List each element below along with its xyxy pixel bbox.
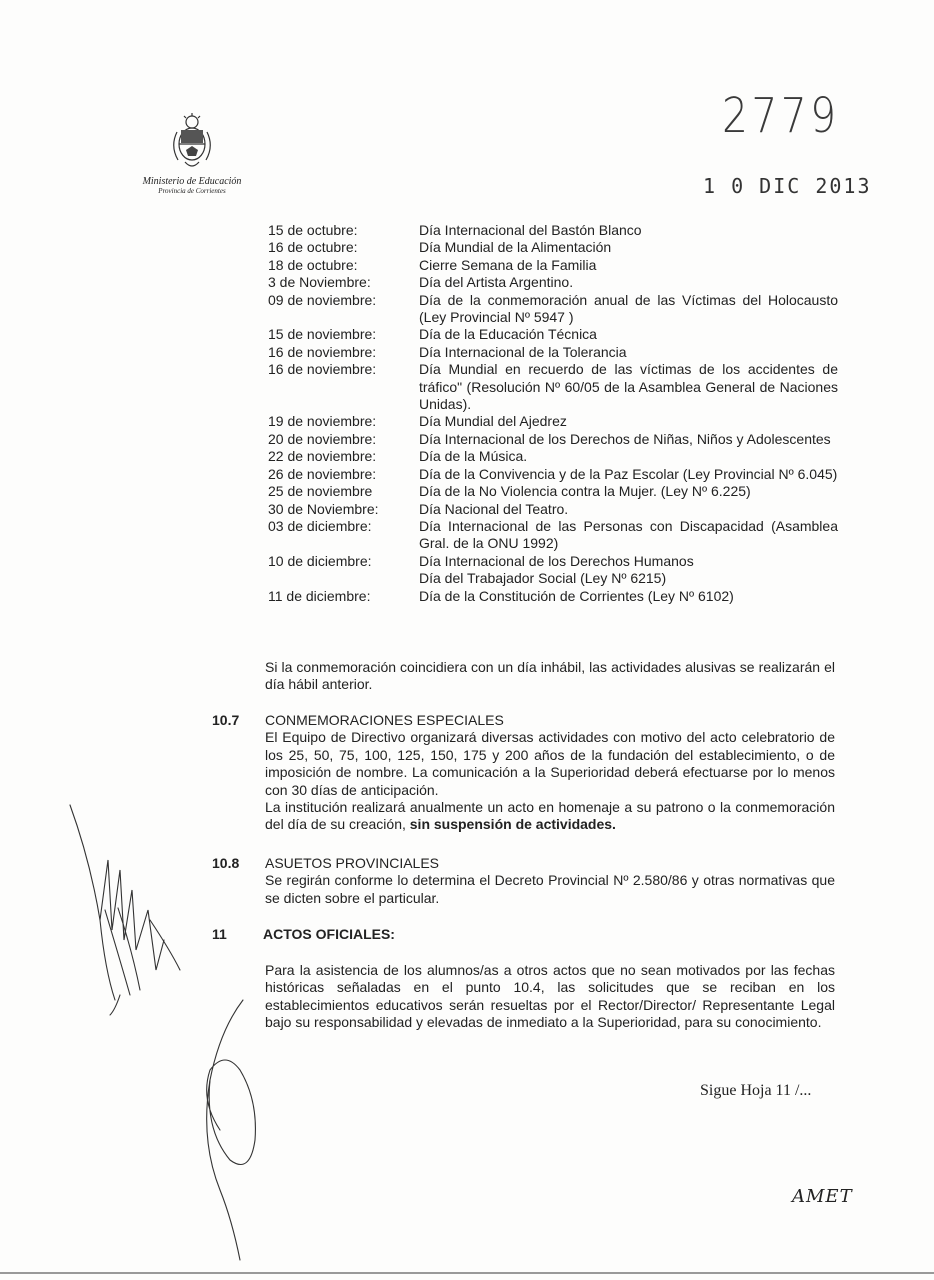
date-label: 10 de diciembre: [268, 552, 372, 569]
page-continuation-note: Sigue Hoja 11 /... [700, 1082, 812, 1099]
date-label: 25 de noviembre [268, 483, 373, 500]
date-row [268, 431, 838, 448]
section-10-7 [265, 712, 835, 834]
event-description [419, 361, 838, 413]
date-label: 18 de octubre: [268, 256, 358, 273]
section-10-8 [265, 855, 835, 907]
event-line: Día Mundial del Ajedrez [419, 413, 567, 430]
date-row [268, 448, 838, 465]
event-line: Día del Trabajador Social (Ley Nº 6215) [419, 570, 667, 587]
event-description [419, 448, 838, 465]
date-row [268, 483, 838, 500]
date-row [268, 518, 838, 553]
date-label: 16 de octubre: [268, 239, 358, 256]
date-row [268, 222, 838, 239]
date-label: 20 de noviembre: [268, 430, 377, 447]
event-line: Día Internacional de los Derechos de Niñas, Niños y Adolescentes [419, 430, 831, 447]
event-description [419, 588, 838, 605]
event-description [419, 239, 838, 256]
event-description [419, 344, 838, 361]
event-line: Día de la conmemoración anual de las Víctimas del Holocausto (Ley Provincial Nº 5947 ) [419, 291, 838, 326]
event-line: Día de la Música. [419, 448, 528, 465]
date-row [268, 344, 838, 361]
event-description [419, 553, 838, 588]
event-line: Día Mundial de la Alimentación [419, 239, 612, 256]
section-title: CONMEMORACIONES ESPECIALES [265, 712, 504, 728]
date-label: 16 de noviembre: [268, 343, 377, 360]
event-description [419, 326, 838, 343]
date-label: 3 de Noviembre: [268, 274, 371, 291]
section-title: ASUETOS PROVINCIALES [265, 855, 440, 871]
ministry-name: Ministerio de Educación [142, 176, 242, 187]
event-line: Día Internacional del Bastón Blanco [419, 222, 642, 238]
section-title: ACTOS OFICIALES: [263, 926, 395, 942]
date-row [268, 239, 838, 256]
resolution-date-stamp: 1 0 DIC 2013 [703, 174, 872, 198]
event-line: Día Mundial en recuerdo de las víctimas de los accidentes de tráfico" (Resolución Nº 60/05 de la Asamblea General de Naciones Unidas). [419, 361, 838, 413]
section-number-10-8: 10.8 [212, 855, 240, 871]
coat-of-arms-icon [170, 112, 214, 174]
date-label: 11 de diciembre: [268, 587, 371, 604]
event-description [419, 483, 838, 500]
event-line: Día Internacional de la Tolerancia [419, 343, 627, 360]
section-number-11: 11 [212, 926, 227, 942]
signature-icon [60, 800, 260, 1270]
event-description [419, 466, 838, 483]
event-description [419, 222, 838, 239]
ministry-logo [132, 112, 252, 195]
date-label: 15 de octubre: [268, 222, 358, 238]
emphasis-text: sin suspensión de actividades. [409, 816, 616, 833]
section-number-10-7: 10.7 [212, 712, 240, 728]
event-description [419, 292, 838, 327]
event-line: Cierre Semana de la Familia [419, 256, 597, 273]
event-line: Día de la No Violencia contra la Mujer. (Ley Nº 6.225) [419, 483, 751, 500]
date-row [268, 361, 838, 413]
event-line: Día Nacional del Teatro. [419, 500, 569, 517]
date-row [268, 292, 838, 327]
date-label: 22 de noviembre: [268, 448, 377, 465]
event-line: Día de la Constitución de Corrientes (Ley Nº 6102) [419, 587, 734, 604]
date-label: 09 de noviembre: [268, 291, 377, 308]
section-paragraph: Se regirán conforme lo determina el Decreto Provincial Nº 2.580/86 y otras normativas que se dicten sobre el particular. [265, 872, 835, 906]
date-row [268, 413, 838, 430]
section-paragraph: La institución realizará anualmente un acto en homenaje a su patrono o la conmemoración del día de su creación, [265, 799, 835, 833]
event-description [419, 501, 838, 518]
date-label: 26 de noviembre: [268, 465, 377, 482]
date-row [268, 588, 838, 605]
amet-stamp: AMET [792, 1186, 853, 1207]
date-label: 03 de diciembre: [268, 517, 372, 534]
event-description [419, 431, 838, 448]
date-label: 19 de noviembre: [268, 413, 377, 430]
page-bottom-edge [0, 1272, 934, 1274]
event-description [419, 257, 838, 274]
event-line: Día Internacional de los Derechos Humanos [419, 552, 694, 569]
date-row [268, 501, 838, 518]
province-name: Provincia de Corrientes [158, 187, 226, 195]
date-label: 30 de Noviembre: [268, 500, 379, 517]
event-description [419, 274, 838, 291]
event-line: Día de la Educación Técnica [419, 326, 597, 343]
event-line: Día Internacional de las Personas con Discapacidad (Asamblea Gral. de la ONU 1992) [419, 517, 838, 552]
date-row [268, 466, 838, 483]
note-paragraph: Si la conmemoración coincidiera con un día inhábil, las actividades alusivas se realizarán el día hábil anterior. [265, 659, 835, 693]
date-row [268, 257, 838, 274]
event-description [419, 413, 838, 430]
date-label: 15 de noviembre: [268, 326, 377, 343]
event-line: Día de la Convivencia y de la Paz Escolar (Ley Provincial Nº 6.045) [419, 465, 838, 482]
event-description [419, 518, 838, 553]
resolution-number: 2779 [722, 88, 840, 144]
date-row [268, 326, 838, 343]
date-row [268, 553, 838, 588]
section-11-paragraph: Para la asistencia de los alumnos/as a otros actos que no sean motivados por las fechas históricas señaladas en el punto 10.4, las solicitudes que se reciban en los establecimientos educativos serán resueltas por el Rector/Director/ Representante Legal bajo su responsabilidad y elevadas de inmediato a la Superioridad, para su conocimiento. [265, 962, 835, 1031]
event-line: Día del Artista Argentino. [419, 274, 574, 291]
commemoration-dates-list [268, 222, 838, 605]
date-row [268, 274, 838, 291]
section-paragraph: El Equipo de Directivo organizará diversas actividades con motivo del acto celebratorio de los 25, 50, 75, 100, 125, 150, 175 y 200 años de la fundación del establecimiento, o de imposición de nombre. La comunicación a la Superioridad deberá efectuarse por lo menos con 30 días de anticipación. [265, 729, 835, 798]
date-label: 16 de noviembre: [268, 361, 377, 378]
